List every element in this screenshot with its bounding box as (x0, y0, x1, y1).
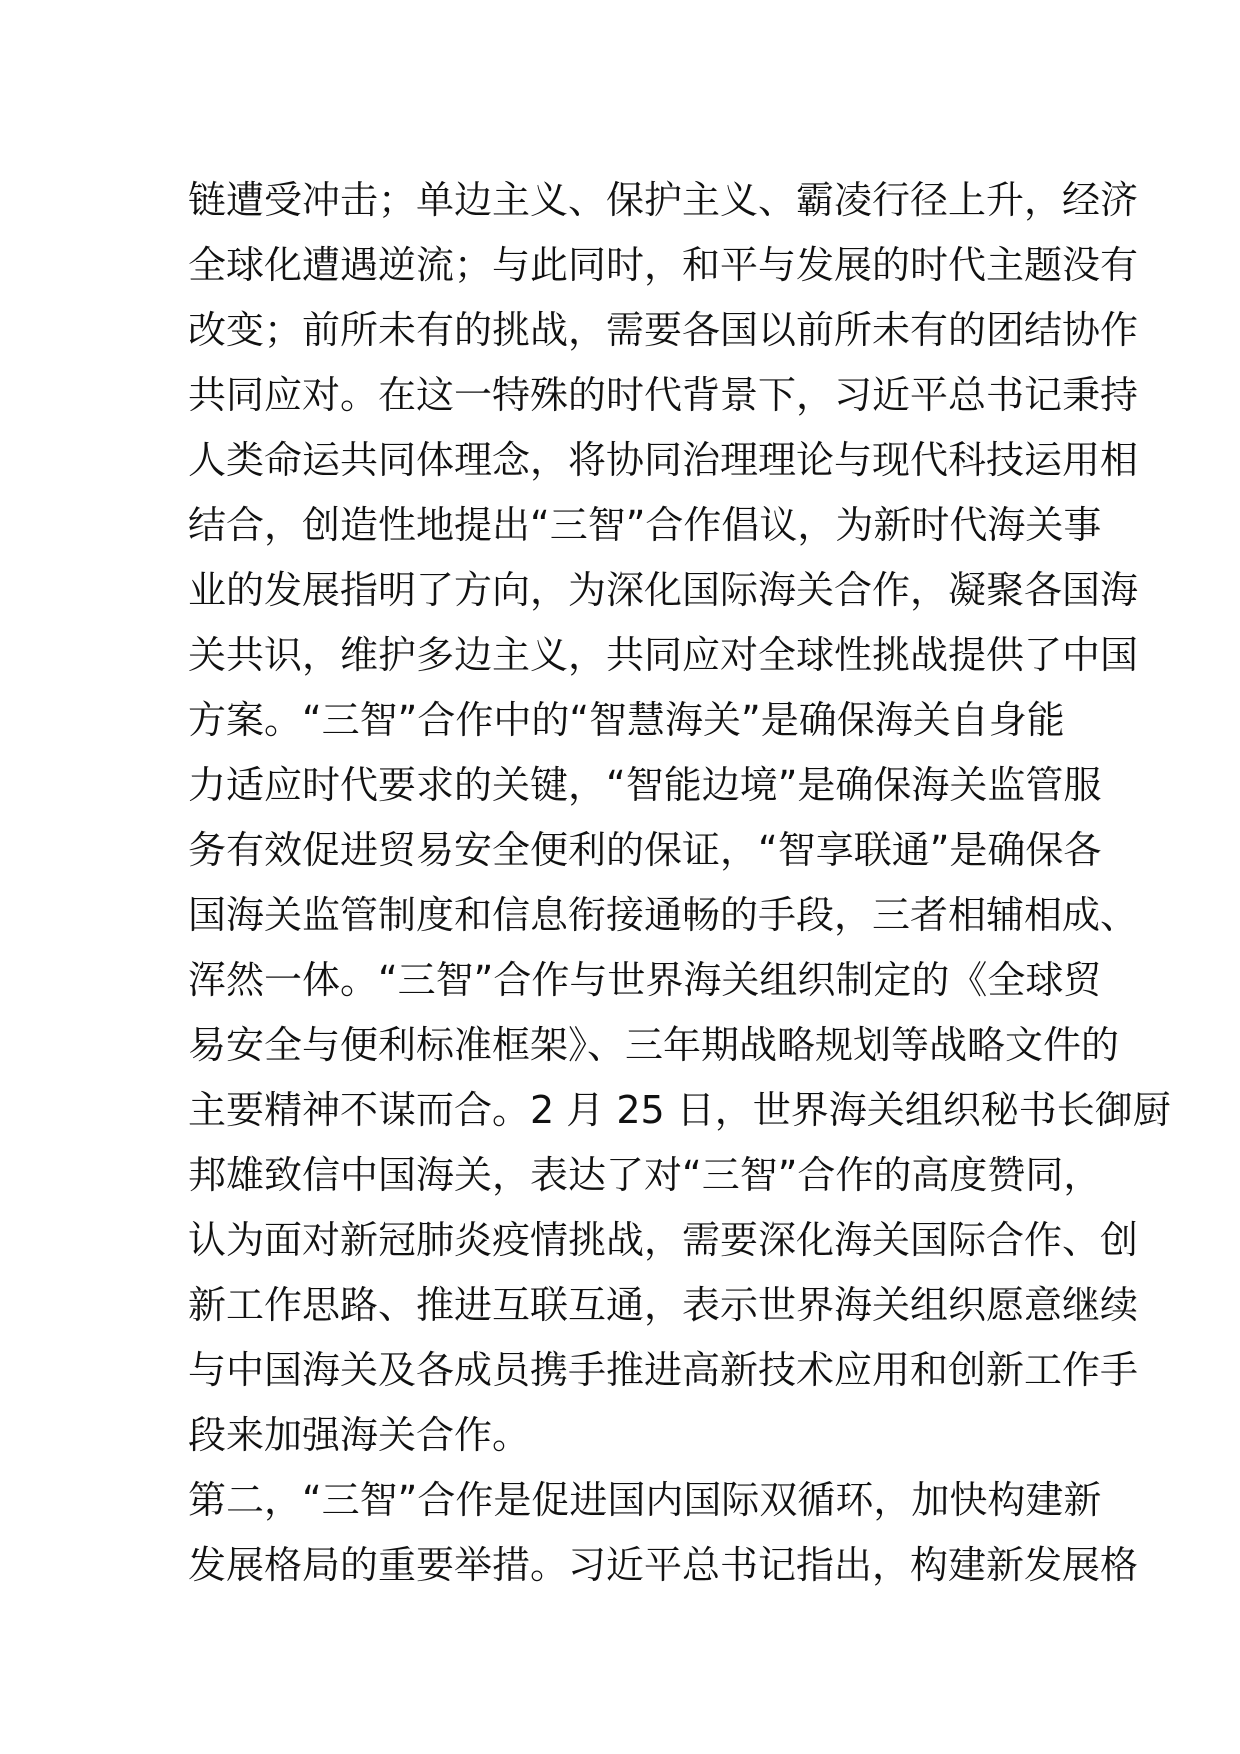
text-line: 人类命运共同体理念，将协同治理理论与现代科技运用相 (188, 438, 1139, 482)
text-line: 共同应对。在这一特殊的时代背景下，习近平总书记秉持 (188, 373, 1139, 417)
text-line: 关共识，维护多边主义，共同应对全球性挑战提供了中国 (188, 633, 1139, 677)
text-line: 浑然一体。“三智”合作与世界海关组织制定的《全球贸 (188, 958, 1102, 1002)
text-line: 业的发展指明了方向，为深化国际海关合作，凝聚各国海 (188, 568, 1139, 612)
text-line: 结合，创造性地提出“三智”合作倡议，为新时代海关事 (188, 503, 1102, 547)
text-line: 链遭受冲击；单边主义、保护主义、霸凌行径上升，经济 (188, 178, 1139, 222)
text-line: 国海关监管制度和信息衔接通畅的手段，三者相辅相成、 (188, 893, 1139, 937)
text-line: 与中国海关及各成员携手推进高新技术应用和创新工作手 (188, 1348, 1139, 1392)
text-line: 第二，“三智”合作是促进国内国际双循环，加快构建新 (188, 1478, 1102, 1522)
text-line: 发展格局的重要举措。习近平总书记指出，构建新发展格 (188, 1543, 1139, 1587)
text-line: 主要精神不谋而合。2 月 25 日，世界海关组织秘书长御厨 (188, 1088, 1171, 1132)
text-line: 新工作思路、推进互联互通，表示世界海关组织愿意继续 (188, 1283, 1139, 1327)
text-line: 易安全与便利标准框架》、三年期战略规划等战略文件的 (188, 1023, 1120, 1067)
text-line: 务有效促进贸易安全便利的保证，“智享联通”是确保各 (188, 828, 1102, 872)
body-text (188, 168, 1171, 1598)
text-line: 邦雄致信中国海关，表达了对“三智”合作的高度赞同， (188, 1153, 1102, 1197)
text-line: 全球化遭遇逆流；与此同时，和平与发展的时代主题没有 (188, 243, 1139, 287)
text-line: 认为面对新冠肺炎疫情挑战，需要深化海关国际合作、创 (188, 1218, 1139, 1262)
text-line: 方案。“三智”合作中的“智慧海关”是确保海关自身能 (188, 698, 1065, 742)
text-line: 力适应时代要求的关键，“智能边境”是确保海关监管服 (188, 763, 1102, 807)
text-line: 改变；前所未有的挑战，需要各国以前所未有的团结协作 (188, 308, 1139, 352)
text-line: 段来加强海关合作。 (188, 1413, 531, 1457)
